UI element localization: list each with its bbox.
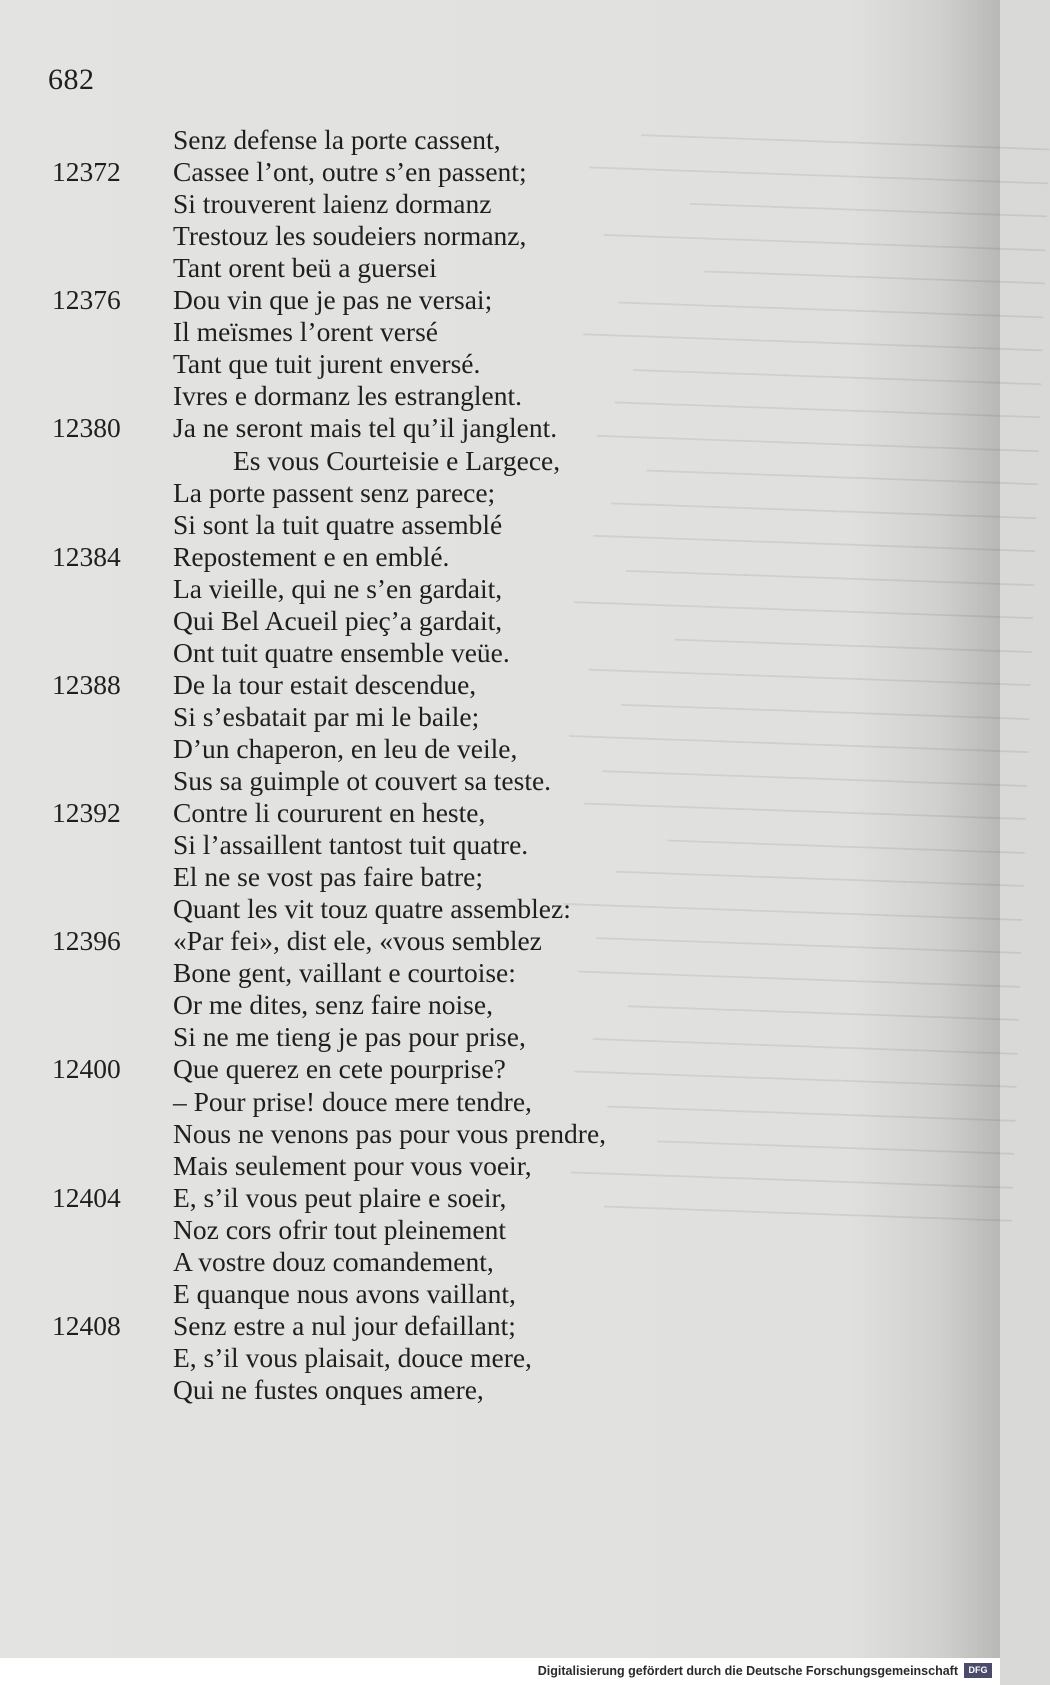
verse-line: Ja ne seront mais tel qu’il janglent. (173, 412, 558, 444)
verse-line: Repostement e en emblé. (173, 540, 450, 572)
verse-line: Noz cors ofrir tout pleinement (173, 1213, 506, 1245)
verse-line: Cassee l’ont, outre s’en passent; (173, 156, 527, 188)
verse-line: Si s’esbatait par mi le baile; (173, 700, 480, 732)
verse-line: E, s’il vous plaisait, douce mere, (173, 1341, 532, 1373)
verse-line: Sus sa guimple ot couvert sa teste. (173, 765, 552, 796)
verse-line: Nous ne venons pas pour vous prendre, (173, 1117, 607, 1149)
verse-line: Mais seulement pour vous voeir, (173, 1149, 532, 1181)
verse-number: 12376 (52, 284, 121, 316)
verse-line: La porte passent senz parece; (173, 476, 496, 508)
verse-line: Senz defense la porte cassent, (173, 124, 501, 155)
verse-line: Tant orent beü a guersei (173, 252, 437, 284)
verse-line: Que querez en cete pourprise? (173, 1053, 506, 1085)
verse-line: A vostre douz comandement, (173, 1245, 494, 1277)
verse-line: Senz estre a nul jour defaillant; (173, 1309, 516, 1341)
verse-number: 12408 (52, 1309, 121, 1341)
verse-line: Si l’assaillent tantost tuit quatre. (173, 829, 529, 861)
verse-line: «Par fei», dist ele, «vous semblez (173, 925, 542, 957)
verse-number: 12392 (52, 797, 121, 829)
verse-line: De la tour estait descendue, (173, 668, 477, 700)
verse-line: E quanque nous avons vaillant, (173, 1277, 516, 1309)
verse-line: Or me dites, senz faire noise, (173, 989, 493, 1021)
verse-line: Bone gent, vaillant e courtoise: (173, 957, 516, 989)
verse-line: D’un chaperon, en leu de veile, (173, 732, 518, 764)
verse-number: 12388 (52, 668, 121, 700)
verse-line: Quant les vit touz quatre assemblez: (173, 893, 571, 925)
verse-line: Qui ne fustes onques amere, (173, 1373, 484, 1405)
verse-number: 12404 (52, 1181, 121, 1213)
verse-line: Es vous Courteisie e Largece, (233, 444, 561, 476)
verse-number: 12380 (52, 412, 121, 444)
verse-number: 12372 (52, 156, 121, 188)
verse-line: Si trouverent laienz dormanz (173, 188, 492, 220)
verse-line: Si sont la tuit quatre assemblé (173, 508, 503, 540)
verse-line: Si ne me tieng je pas pour prise, (173, 1021, 526, 1053)
verse-line: E, s’il vous peut plaire e soeir, (173, 1181, 507, 1213)
verse-line: Il meïsmes l’orent versé (173, 316, 438, 348)
verse-number: 12384 (52, 540, 121, 572)
page-number: 682 (48, 63, 95, 96)
verse-line: Contre li coururent en heste, (173, 797, 486, 829)
verse-number: 12396 (52, 925, 121, 957)
verse-line: El ne se vost pas faire batre; (173, 861, 484, 893)
verse-number: 12400 (52, 1053, 121, 1085)
verse-line: Trestouz les soudeiers normanz, (173, 220, 527, 252)
verse-line: Ont tuit quatre ensemble veüe. (173, 636, 510, 668)
show-through-text: ──────────────────────── ─────────────────────────── ───────────────────── ────────────────────────── ──────────────────── ───────────────────────── ─────────────────────────── ──────────────────────── ───────────────────────── ────────────────────────── ─────────────────────── ───────────────────────── ────────────────────────── ──────────────────────── ─────────────────────────── ───────────────────── ────────────────────────── ──────────────────────── ─────────────────────────── ───────────────────────── ────────────────────────── ───────────────────── ──────────────────────── ─────────────────────────── ───────────────────────── ────────────────────────── ─────────────────────── ───────────────────────── ────────────────────────── ──────────────────────── ───────────────────── ────────────────────────── ──────────────────────── (562, 122, 1050, 1235)
footer-credit: Digitalisierung gefördert durch die Deutsche Forschungsgemeinschaft (537, 1664, 958, 1678)
footer-bar (0, 1658, 1000, 1685)
dfg-logo: DFG (964, 1663, 992, 1678)
verse-line: Ivres e dormanz les estranglent. (173, 380, 522, 412)
verse-line: Dou vin que je pas ne versai; (173, 284, 493, 316)
verse-line: La vieille, qui ne s’en gardait, (173, 572, 503, 604)
verse-line: – Pour prise! douce mere tendre, (173, 1085, 532, 1117)
verse-line: Qui Bel Acueil pieç’a gardait, (173, 604, 503, 636)
verse-line: Tant que tuit jurent enversé. (173, 348, 481, 380)
